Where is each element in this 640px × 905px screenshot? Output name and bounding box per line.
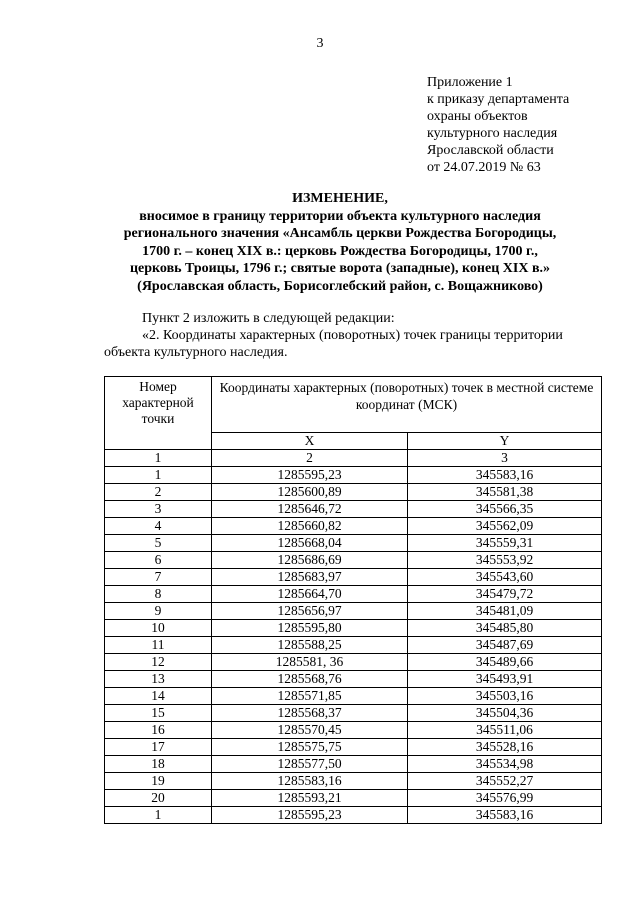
x-coordinate-cell: 1285656,97	[212, 603, 408, 620]
x-coordinate-cell: 1285646,72	[212, 501, 408, 518]
appendix-line: Приложение 1	[427, 75, 513, 90]
heading-line: вносимое в границу территории объекта культурного наследия	[139, 208, 541, 224]
x-coordinate-cell: 1285570,45	[212, 722, 408, 739]
x-coordinate-cell: 1285683,97	[212, 569, 408, 586]
table-row	[105, 569, 602, 586]
document-heading	[80, 190, 600, 295]
appendix-line: от 24.07.2019 № 63	[427, 160, 541, 175]
paragraph-intro: Пункт 2 изложить в следующей редакции:	[142, 311, 395, 326]
y-coordinate-cell: 345562,09	[408, 518, 602, 535]
x-coordinate-cell: 1285664,70	[212, 586, 408, 603]
point-number-cell: 8	[105, 586, 212, 603]
column-number: 1	[105, 450, 212, 467]
y-coordinate-cell: 345489,66	[408, 654, 602, 671]
table-row	[105, 637, 602, 654]
point-number-cell: 17	[105, 739, 212, 756]
coordinates-table	[104, 376, 602, 824]
page-number: 3	[316, 36, 324, 51]
point-number-cell: 18	[105, 756, 212, 773]
x-coordinate-cell: 1285600,89	[212, 484, 408, 501]
x-coordinate-cell: 1285686,69	[212, 552, 408, 569]
point-number-cell: 1	[105, 467, 212, 484]
point-number-cell: 2	[105, 484, 212, 501]
point-number-cell: 1	[105, 807, 212, 824]
x-coordinate-cell: 1285660,82	[212, 518, 408, 535]
point-number-cell: 6	[105, 552, 212, 569]
appendix-block	[427, 74, 569, 176]
table-row	[105, 518, 602, 535]
table-row	[105, 773, 602, 790]
y-coordinate-cell: 345576,99	[408, 790, 602, 807]
appendix-line: охраны объектов	[427, 109, 528, 124]
x-coordinate-cell: 1285575,75	[212, 739, 408, 756]
x-coordinate-cell: 1285568,37	[212, 705, 408, 722]
y-coordinate-cell: 345504,36	[408, 705, 602, 722]
x-coordinate-cell: 1285568,76	[212, 671, 408, 688]
x-coordinate-cell: 1285577,50	[212, 756, 408, 773]
table-row	[105, 535, 602, 552]
y-coordinate-cell: 345511,06	[408, 722, 602, 739]
y-coordinate-cell: 345485,80	[408, 620, 602, 637]
table-row	[105, 484, 602, 501]
table-row	[105, 722, 602, 739]
x-coordinate-cell: 1285668,04	[212, 535, 408, 552]
column-number: 2	[212, 450, 408, 467]
x-coordinate-cell: 1285595,23	[212, 807, 408, 824]
y-coordinate-cell: 345581,38	[408, 484, 602, 501]
table-row	[105, 501, 602, 518]
point-number-cell: 13	[105, 671, 212, 688]
heading-line: регионального значения «Ансамбль церкви Рождества Богородицы,	[123, 226, 557, 241]
column-number: 3	[408, 450, 602, 467]
paragraph-item-2-line-2: объекта культурного наследия.	[104, 345, 288, 360]
y-coordinate-cell: 345487,69	[408, 637, 602, 654]
y-coordinate-cell: 345552,27	[408, 773, 602, 790]
table-row	[105, 807, 602, 824]
y-coordinate-cell: 345583,16	[408, 467, 602, 484]
y-coordinate-cell: 345503,16	[408, 688, 602, 705]
y-coordinate-cell: 345566,35	[408, 501, 602, 518]
point-number-cell: 10	[105, 620, 212, 637]
table-row	[105, 586, 602, 603]
x-coordinate-cell: 1285581, 36	[212, 654, 408, 671]
y-coordinate-cell: 345493,91	[408, 671, 602, 688]
x-coordinate-cell: 1285595,23	[212, 467, 408, 484]
y-coordinate-cell: 345543,60	[408, 569, 602, 586]
point-number-cell: 15	[105, 705, 212, 722]
y-coordinate-cell: 345559,31	[408, 535, 602, 552]
point-number-cell: 7	[105, 569, 212, 586]
table-row	[105, 654, 602, 671]
table-row	[105, 620, 602, 637]
x-coordinate-cell: 1285588,25	[212, 637, 408, 654]
header-point-number: Номер характерной точки	[105, 377, 212, 450]
point-number-cell: 16	[105, 722, 212, 739]
appendix-line: культурного наследия	[427, 126, 558, 141]
appendix-line: Ярославской области	[427, 143, 554, 158]
y-coordinate-cell: 345583,16	[408, 807, 602, 824]
x-coordinate-cell: 1285583,16	[212, 773, 408, 790]
table-row	[105, 552, 602, 569]
point-number-cell: 20	[105, 790, 212, 807]
table-row	[105, 705, 602, 722]
table-row	[105, 467, 602, 484]
table-row	[105, 688, 602, 705]
heading-line: (Ярославская область, Борисоглебский район, с. Вощажниково)	[137, 278, 543, 294]
header-coordinates: Координаты характерных (поворотных) точек в местной системе координат (МСК)	[212, 377, 602, 433]
point-number-cell: 12	[105, 654, 212, 671]
point-number-cell: 3	[105, 501, 212, 518]
table-row	[105, 671, 602, 688]
point-number-cell: 4	[105, 518, 212, 535]
header-x: X	[212, 433, 408, 450]
appendix-line: к приказу департамента	[427, 92, 570, 107]
heading-line: 1700 г. – конец XIX в.: церковь Рождества Богородицы, 1700 г.,	[142, 243, 538, 259]
point-number-cell: 14	[105, 688, 212, 705]
paragraph-item-2-line-1: «2. Координаты характерных (поворотных) точек границы территории	[142, 328, 563, 343]
table-row	[105, 603, 602, 620]
column-numbering-row	[105, 450, 602, 467]
y-coordinate-cell: 345534,98	[408, 756, 602, 773]
header-y: Y	[408, 433, 602, 450]
x-coordinate-cell: 1285593,21	[212, 790, 408, 807]
y-coordinate-cell: 345479,72	[408, 586, 602, 603]
table-row	[105, 739, 602, 756]
point-number-cell: 9	[105, 603, 212, 620]
y-coordinate-cell: 345481,09	[408, 603, 602, 620]
heading-line: церковь Троицы, 1796 г.; святые ворота (западные), конец XIX в.»	[129, 261, 551, 276]
x-coordinate-cell: 1285571,85	[212, 688, 408, 705]
point-number-cell: 5	[105, 535, 212, 552]
table-row	[105, 790, 602, 807]
y-coordinate-cell: 345528,16	[408, 739, 602, 756]
table-row	[105, 756, 602, 773]
point-number-cell: 19	[105, 773, 212, 790]
point-number-cell: 11	[105, 637, 212, 654]
coordinates-table-body	[105, 467, 602, 824]
y-coordinate-cell: 345553,92	[408, 552, 602, 569]
heading-title: ИЗМЕНЕНИЕ,	[292, 191, 388, 206]
x-coordinate-cell: 1285595,80	[212, 620, 408, 637]
